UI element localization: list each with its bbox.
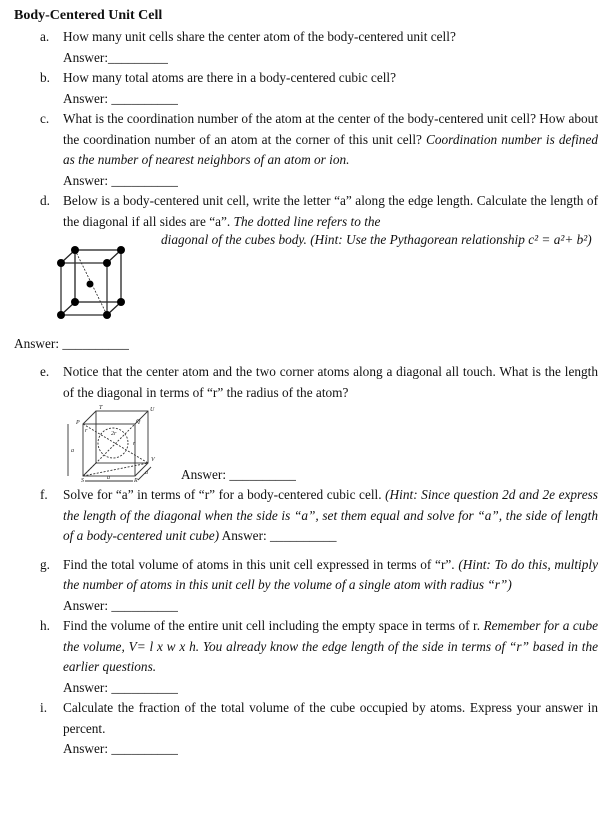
svg-text:P: P: [76, 420, 80, 426]
hint-text: Coordination number is defined as the number of nearest neighbors of an atom or ion.: [63, 131, 598, 167]
answer-line[interactable]: Answer: __________: [221, 528, 337, 543]
question-label: g.: [40, 556, 50, 572]
svg-text:T: T: [99, 405, 103, 411]
question-text: Find the total volume of atoms in this unit cell expressed in terms of “r”.: [63, 556, 455, 572]
answer-line[interactable]: Answer: __________: [181, 466, 296, 482]
question-label: e.: [40, 364, 50, 379]
question-g: [14, 555, 598, 617]
question-text: Find the volume of the entire unit cell including the empty space in terms of r.: [63, 618, 481, 633]
svg-text:R: R: [134, 478, 138, 484]
question-label: d.: [40, 193, 50, 208]
question-i: [14, 698, 598, 760]
bcc-cube-diagram: [53, 232, 153, 332]
question-h: [14, 616, 598, 698]
question-text: How many total atoms are there in a body-centered cubic cell?: [63, 70, 397, 85]
answer-line[interactable]: Answer: __________: [63, 90, 178, 106]
page-title: Body-Centered Unit Cell: [14, 8, 163, 23]
question-text: Solve for “a” in terms of “r” for a body-centered cubic cell.: [63, 487, 382, 502]
svg-text:V: V: [151, 457, 155, 463]
question-text: Calculate the fraction of the total volume of the cube occupied by atoms. Express your answer in percent.: [63, 700, 598, 736]
svg-text:a: a: [107, 475, 110, 481]
hint-text: (Hint: Since question 2d and 2e express the length of the diagonal when the side is “a”, set them equal and solve for “a”, the side of length of a body-centered unit cube): [63, 487, 598, 543]
question-e: [14, 362, 598, 485]
hint-text: diagonal of the cubes body. (Hint: Use the Pythagorean relationship c² = a²+ b²): [161, 232, 592, 247]
answer-line[interactable]: Answer: __________: [63, 597, 178, 613]
answer-line[interactable]: Answer: __________: [14, 336, 129, 351]
question-b: [14, 68, 598, 109]
svg-text:r: r: [85, 428, 88, 434]
question-d: [14, 191, 598, 332]
svg-text:2r: 2r: [111, 431, 117, 437]
svg-text:U: U: [150, 407, 155, 413]
answer-line[interactable]: Answer: __________: [63, 172, 178, 188]
answer-line[interactable]: Answer:_________: [63, 49, 168, 65]
question-label: i.: [40, 700, 48, 715]
question-a: [14, 27, 598, 68]
figure-labels: [71, 405, 156, 484]
question-label: h.: [40, 618, 50, 633]
hint-text: (Hint: To do this, multiply the number of atoms in this unit cell by the volume of a single atom with radius “r”): [63, 556, 598, 592]
hint-text: Remember for a cube the volume, V= l x w x h. You already know the edge length of the side in terms of “r” based in the earlier questions.: [63, 618, 599, 674]
answer-line[interactable]: Answer: __________: [63, 741, 178, 756]
question-label: f.: [40, 487, 48, 502]
answer-line[interactable]: Answer: __________: [63, 679, 178, 695]
bcc-diagonal-diagram: [63, 403, 173, 485]
question-label: a.: [40, 29, 50, 44]
question-text: What is the coordination number of the atom at the center of the body-centered unit cell? How about the coordination number of an atom at the corner of this unit cell?: [63, 111, 599, 147]
svg-text:r: r: [133, 441, 136, 447]
svg-text:a: a: [71, 448, 74, 454]
question-c: [14, 109, 598, 191]
question-text: Notice that the center atom and the two corner atoms along a diagonal all touch. What is the length of the diagonal in terms of “r” the radius of the atom?: [63, 364, 598, 400]
hint-text: The dotted line refers to the: [233, 213, 381, 229]
question-text: How many unit cells share the center atom of the body-centered unit cell?: [63, 29, 456, 44]
svg-text:a: a: [145, 470, 148, 476]
question-f: [14, 485, 598, 547]
question-label: c.: [40, 111, 50, 126]
question-text: Below is a body-centered unit cell, write the letter “a” along the edge length. Calculate the length of the diagonal if all sides are “a”.: [63, 193, 598, 229]
svg-text:S: S: [81, 478, 84, 484]
svg-text:Q: Q: [136, 419, 141, 425]
question-label: b.: [40, 70, 50, 85]
